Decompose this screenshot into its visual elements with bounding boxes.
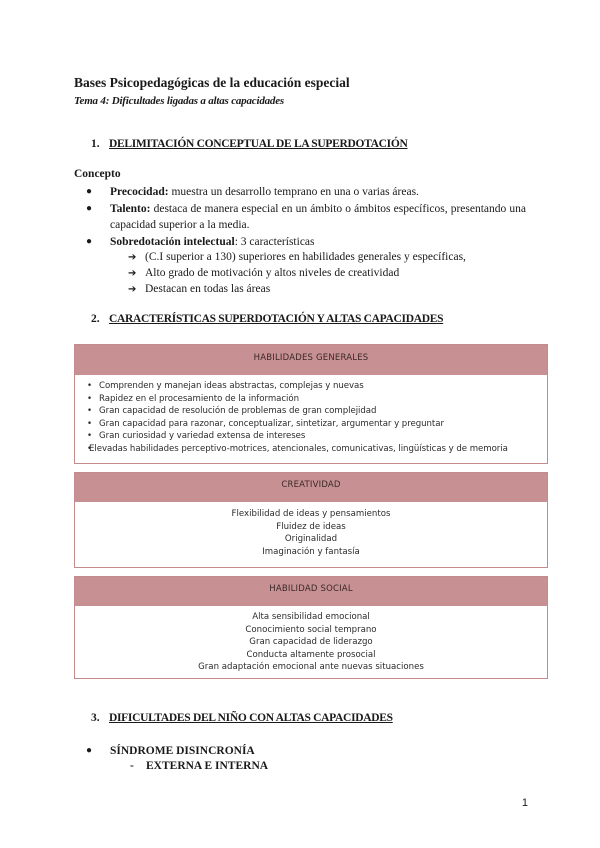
sub-list-item — [128, 249, 466, 266]
list-item: • Gran capacidad para razonar, conceptualizar, sintetizar, argumentar y preguntar — [75, 418, 547, 431]
document-subtitle: Tema 4: Dificultades ligadas a altas capacidades — [74, 95, 284, 107]
arrow-right-icon: ➔ — [128, 284, 137, 295]
creativity-box — [74, 472, 548, 568]
sub-list-item — [128, 281, 270, 298]
list-item: • Elevadas habilidades perceptivo-motrices, atencionales, comunicativas, lingüísticas y de memoria — [75, 443, 547, 456]
box-body — [75, 502, 547, 558]
box-header: HABILIDADES GENERALES — [75, 345, 547, 375]
bullet-dot-icon: ● — [86, 745, 93, 756]
arrow-right-icon: ➔ — [128, 268, 137, 279]
section-number: 1. — [91, 138, 100, 150]
list-item — [86, 184, 526, 200]
bullet-dot-icon: ● — [86, 236, 93, 247]
general-skills-box — [74, 344, 548, 464]
document-title: Bases Psicopedagógicas de la educación especial — [74, 75, 350, 90]
bullet-text: SÍNDROME DISINCRONÍA — [110, 745, 255, 757]
term-separator: : — [234, 236, 238, 248]
sub-item-text: EXTERNA E INTERNA — [146, 760, 269, 772]
section-2-heading — [91, 313, 443, 325]
list-item: Imaginación y fantasía — [262, 546, 360, 557]
list-item: Originalidad — [284, 534, 338, 544]
list-item: Gran capacidad de liderazgo — [249, 637, 373, 647]
term: Talento — [110, 203, 147, 215]
list-item: Conocimiento social temprano — [245, 624, 377, 635]
social-skills-box — [74, 576, 548, 679]
box-body — [75, 606, 547, 674]
list-item — [86, 234, 526, 250]
sub-item-text: Alto grado de motivación y altos niveles de creatividad — [145, 267, 400, 279]
section-title: DELIMITACIÓN CONCEPTUAL DE LA SUPERDOTACIÓN — [109, 138, 408, 150]
sub-list-item — [130, 760, 268, 772]
list-item: Fluidez de ideas — [276, 521, 346, 532]
definition: destaca de manera especial en un ámbito o ámbitos específicos, presentando una capacidad superior a la media. — [110, 203, 526, 231]
list-item: Gran adaptación emocional ante nuevas situaciones — [198, 662, 424, 672]
list-item: Conducta altamente prosocial — [246, 649, 376, 660]
box-body — [75, 375, 547, 455]
list-item: • Gran capacidad de resolución de problemas de gran complejidad — [75, 405, 547, 418]
section-number: 3. — [91, 712, 100, 724]
list-item: Flexibilidad de ideas y pensamientos — [231, 509, 391, 519]
sub-item-text: Destacan en todas las áreas — [145, 283, 271, 295]
page-number: 1 — [521, 797, 528, 809]
definition: 3 características — [237, 236, 315, 248]
box-header: HABILIDAD SOCIAL — [75, 577, 547, 606]
sub-item-text: (C.I superior a 130) superiores en habilidades generales y específicas, — [145, 251, 466, 263]
term: Precocidad — [110, 186, 165, 198]
section-number: 2. — [91, 313, 100, 325]
concept-heading: Concepto — [74, 168, 121, 180]
arrow-right-icon: ➔ — [128, 252, 137, 263]
list-item: • Rapidez en el procesamiento de la información — [75, 393, 547, 406]
bullet-dot-icon: ● — [86, 203, 93, 214]
section-1-heading — [91, 138, 408, 150]
term-separator: : — [164, 186, 169, 198]
list-item: • Gran curiosidad y variedad extensa de intereses — [75, 430, 547, 443]
list-item — [86, 743, 526, 759]
list-item: Alta sensibilidad emocional — [252, 612, 370, 622]
section-title: DIFICULTADES DEL NIÑO CON ALTAS CAPACIDADES — [109, 712, 393, 724]
dash-icon: - — [130, 760, 134, 772]
list-item: • Comprenden y manejan ideas abstractas, complejas y nuevas — [75, 380, 547, 393]
list-item — [86, 201, 526, 233]
section-title: CARACTERÍSTICAS SUPERDOTACIÓN Y ALTAS CAPACIDADES — [109, 313, 444, 325]
box-header: CREATIVIDAD — [75, 473, 547, 502]
term-separator: : — [146, 203, 151, 215]
definition: muestra un desarrollo temprano en una o varias áreas. — [168, 186, 419, 198]
section-3-heading — [91, 712, 393, 724]
bullet-dot-icon: ● — [86, 186, 93, 197]
term: Sobredotación intelectual — [110, 236, 235, 248]
sub-list-item — [128, 265, 399, 282]
